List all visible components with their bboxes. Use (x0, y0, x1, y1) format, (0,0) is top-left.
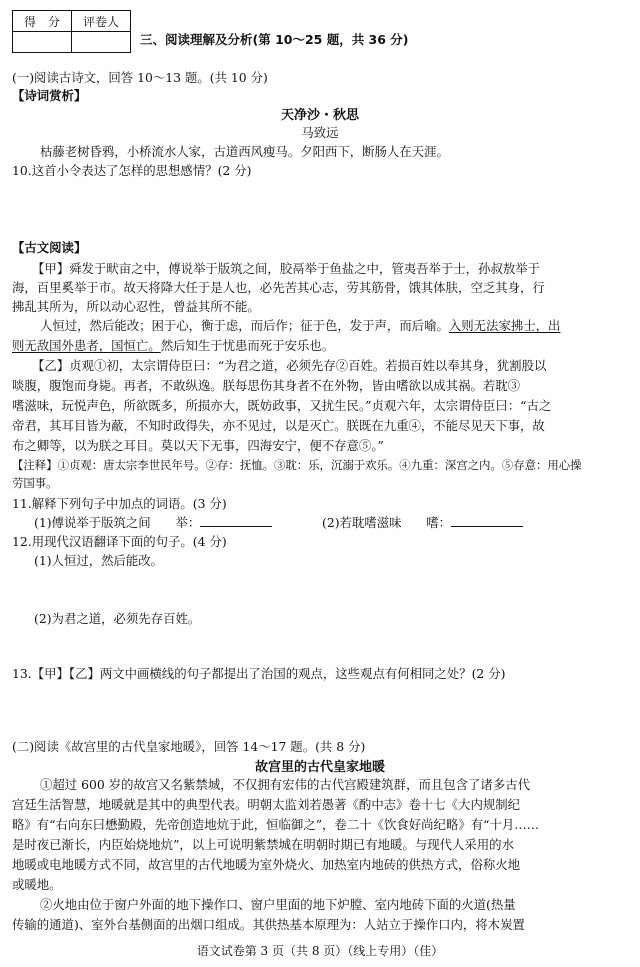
p1-line-4: 是时夜已渐长，内臣始烧地炕”，以上可说明紫禁城在明朝时期已有地暖。与现代人采用的水 (12, 837, 514, 852)
jia-line-2: 海，百里奚举于市。故天将降大任于是人也，必先苦其心志，劳其筋骨，饿其体肤，空乏其身，行 (12, 280, 545, 295)
jia-p2-line-2 (12, 336, 334, 354)
question-12a: (1)人恒过，然后能改。 (34, 553, 164, 568)
article-title: 故宫里的古代皇家地暖 (254, 760, 385, 775)
poem-title: 天净沙・秋思 (280, 108, 359, 123)
jia-line-1: 【甲】舜发于畎亩之中，傅说举于版筑之间，胶鬲举于鱼盐之中，管夷吾举于士，孙叔敖举于 (32, 261, 541, 276)
p2-line-2: 传输的通道)、室外台基侧面的出烟口组成。其供热基本原理为：人站立于操作口内，将木炭置 (12, 917, 525, 932)
jia-underlined-1: 入则无法家拂士，出 (448, 318, 561, 333)
p2-line-1: ②火地由位于窗户外面的地下操作口、窗户里面的地下炉膛、室内地砖下面的火道(热量 (40, 897, 516, 912)
p1-line-5: 地暖或电地暖方式不同，故宫里的古代地暖为室外烧火、加热室内地砖的供热方式，俗称火地 (12, 857, 521, 872)
yi-line-3: 嗜滋味，玩悦声色，所欲既多，所损亦大，既妨政事，又扰生民。”贞观六年，太宗谓侍臣曰：“古之 (12, 398, 552, 413)
q11a-text: (1)傅说举于版筑之间 举： (34, 515, 201, 530)
question-10: 10.这首小令表达了怎样的思想感情？(2 分) (12, 163, 252, 178)
notes-line-1: 【注释】①贞观：唐太宗李世民年号。②存：抚恤。③耽：乐，沉溺于欢乐。④九重：深宫之内。⑤存意：用心操 (12, 458, 582, 472)
notes-line-2: 劳国事。 (12, 476, 58, 490)
question-12b: (2)为君之道，必须先存百姓。 (34, 611, 201, 626)
question-11: 11.解释下列句子中加点的词语。(3 分) (12, 496, 227, 511)
jia-p2-rest: 然后知生于忧患而死于安乐也。 (160, 338, 335, 353)
poem-body: 枯藤老树昏鸦，小桥流水人家，古道西风瘦马。夕阳西下，断肠人在天涯。 (40, 144, 449, 159)
question-11b (322, 513, 523, 531)
jia-line-3: 拂乱其所为，所以动心忍性，曾益其所不能。 (12, 299, 260, 314)
yi-line-2: 啖腹，腹饱而身毙。再者，不敢纵逸。朕每思伤其身者不在外物，皆由嗜欲以成其祸。若耽③ (12, 378, 521, 393)
grader-label: 评卷人 (72, 11, 131, 32)
question-11a (34, 513, 272, 531)
jia-p2-text: 人恒过，然后能改；困于心，衡于虑，而后作；征于色，发于声，而后喻。 (40, 318, 449, 333)
yi-line-5: 布之卿等，以为朕之耳目。莫以天下无事，四海安宁，便不存意⑤。” (12, 438, 384, 453)
jia-p2-line-1 (40, 316, 560, 334)
jia-underlined-2: 则无敌国外患者，国恒亡。 (12, 338, 161, 353)
q11b-answer-blank[interactable] (451, 514, 523, 527)
part2-intro: (二)阅读《故宫里的古代皇家地暖》，回答 14～17 题。(共 8 分) (12, 739, 366, 754)
yi-line-4: 帝君，其耳目皆为蔽，不知时政得失，亦不见过，以是灭亡。朕既在九重④，不能尽见天下事，故 (12, 418, 545, 433)
score-box (12, 10, 131, 53)
p1-line-3: 略》有“右向东曰懋勤殿，先帝创造地炕于此，恒临御之”，卷二十《饮食好尚纪略》有“十月…… (12, 817, 540, 832)
p1-line-1: ①超过 600 岁的故宫又名紫禁城，不仅拥有宏伟的古代宫殿建筑群，而且包含了诸多古代 (40, 777, 530, 792)
q11a-answer-blank[interactable] (200, 514, 272, 527)
classical-header: 【古文阅读】 (12, 240, 87, 255)
part1-intro: (一)阅读古诗文，回答 10～13 题。(共 10 分) (12, 70, 268, 85)
page-footer: 语文试卷第 3 页（共 8 页）（线上专用）（佳） (196, 944, 444, 958)
grader-cell[interactable] (72, 32, 131, 53)
poem-author: 马致远 (301, 125, 339, 140)
score-cell[interactable] (13, 32, 72, 53)
question-12: 12.用现代汉语翻译下面的句子。(4 分) (12, 534, 227, 549)
yi-line-1: 【乙】贞观①初，太宗谓侍臣曰：“为君之道，必须先存②百姓。若损百姓以奉其身，犹割股以 (32, 358, 547, 373)
p1-line-6: 或暖地。 (12, 877, 62, 892)
q11b-text: (2)若耽嗜滋味 嗜： (322, 515, 452, 530)
p1-line-2: 宫廷生活智慧，地暖就是其中的典型代表。明朝太监刘若愚著《酌中志》卷十七《大内规制纪 (12, 797, 521, 812)
poem-header: 【诗词赏析】 (12, 88, 87, 103)
section-title: 三、阅读理解及分析(第 10～25 题，共 36 分) (140, 32, 409, 47)
question-13: 13.【甲】【乙】两文中画横线的句子都提出了治国的观点，这些观点有何相同之处？(2 分) (12, 666, 506, 681)
score-label: 得 分 (13, 11, 72, 32)
